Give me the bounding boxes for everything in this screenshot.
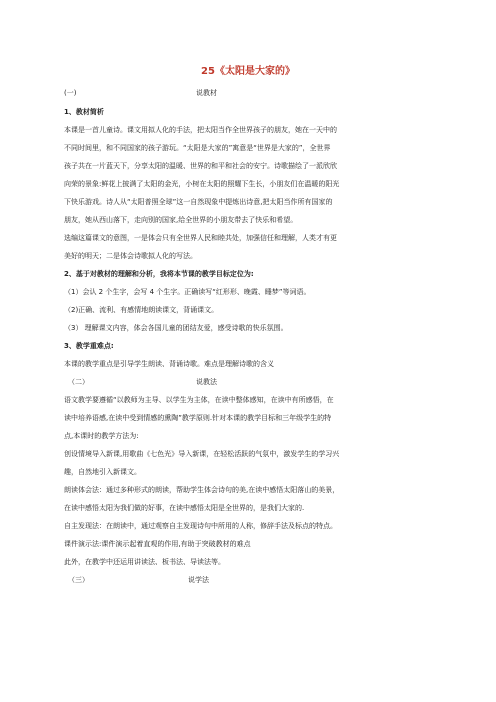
paragraph-line: 不同时间里，和不同国家的孩子游玩。“太阳是大家的”寓意是“世界是大家的”，全世界 xyxy=(64,144,331,152)
section-1-heading: 说教材 xyxy=(196,89,217,97)
paragraph-line: 语文教学要遵循“以教师为主导、以学生为主体，在读中整体感知，在读中有所感悟，在 xyxy=(64,396,334,404)
paragraph-line: 课件演示法:课件演示起着直观的作用,有助于突破教材的难点 xyxy=(64,540,251,548)
paragraph-line: 朗读体会法：通过多种形式的朗读，帮助学生体会诗句的美,在读中感悟太阳落山的美景， xyxy=(64,486,340,494)
paragraph-line: 读中培养语感,在读中受到情感的熏陶”教学原则.针对本课的教学目标和三年级学生的特 xyxy=(64,414,332,422)
paragraph-line: 在读中感悟太阳为我们做的好事，在读中感悟太阳是全世界的，是我们大家的. xyxy=(64,504,305,512)
paragraph-line: 本课的教学重点是引导学生朗读、背诵诗歌。难点是理解诗歌的含义 xyxy=(64,360,274,368)
paragraph-line: 孩子共在一片蓝天下，分享太阳的温暖、世界的和平和社会的安宁。诗歌描绘了一派欣欣 xyxy=(64,162,337,170)
section-3-heading: 说学法 xyxy=(188,576,209,584)
heading-key-points: 3、教学重难点: xyxy=(64,342,114,350)
heading-teaching-goals: 2、基于对教材的理解和分析，我将本节课的教学目标定位为: xyxy=(64,270,254,278)
paragraph-line: 趣，自然地引入新课文。 xyxy=(64,468,141,476)
goal-item: （2)正确、流利、有感情地朗读课文，背诵课文。 xyxy=(64,306,219,314)
paragraph-line: 美好的明天；二是体会诗歌拟人化的写法。 xyxy=(64,252,197,260)
goal-item: （1）会认 2 个生字，会写 4 个生字。正确读写“红形形、晚霞、睡梦”等词语。 xyxy=(64,288,311,296)
section-2-heading: 说教法 xyxy=(196,378,217,386)
document-title: 25《太阳是大家的》 xyxy=(201,66,295,77)
paragraph-line: 向荣的景象:鲜花上披满了太阳的金光，小树在太阳的照耀下生长，小朋友们在温暖的阳光 xyxy=(64,180,340,188)
goal-item: （3） 理解课文内容，体会各国儿童的团结友爱，感受诗歌的快乐氛围。 xyxy=(64,324,288,332)
section-2-number: （二） xyxy=(68,378,89,386)
paragraph-line: 此外，在教学中还运用讲读法、板书法、导读法等。 xyxy=(64,558,225,566)
paragraph-line: 朋友，她从西山落下，走向别的国家,给全世界的小朋友带去了快乐和希望。 xyxy=(64,216,298,224)
heading-textbook-analysis: 1、教材简析 xyxy=(64,108,104,116)
paragraph-line: 点,本课时的教学方法为: xyxy=(64,432,139,440)
paragraph-line: 本课是一首儿童诗。课文用拟人化的手法，把太阳当作全世界孩子的朋友，她在一天中的 xyxy=(64,126,337,134)
section-1-number: (一) xyxy=(64,89,77,97)
paragraph-line: 创设情境导入新课,用歌曲《七色光》导入新课，在轻松活跃的气氛中，激发学生的学习兴 xyxy=(64,450,340,458)
paragraph-line: 选编这篇课文的意图，一是体会只有全世界人民和睦共处，加强信任和理解，人类才有更 xyxy=(64,234,337,242)
paragraph-line: 自主发现法：在朗读中，通过观察自主发现诗句中所用的人称，修辞手法及标点的特点。 xyxy=(64,522,337,530)
section-3-number: （三） xyxy=(68,576,89,584)
paragraph-line: 下快乐游戏。诗人从“太阳普照全球”这一自然现象中提炼出诗意,把太阳当作所有国家的 xyxy=(64,198,333,206)
